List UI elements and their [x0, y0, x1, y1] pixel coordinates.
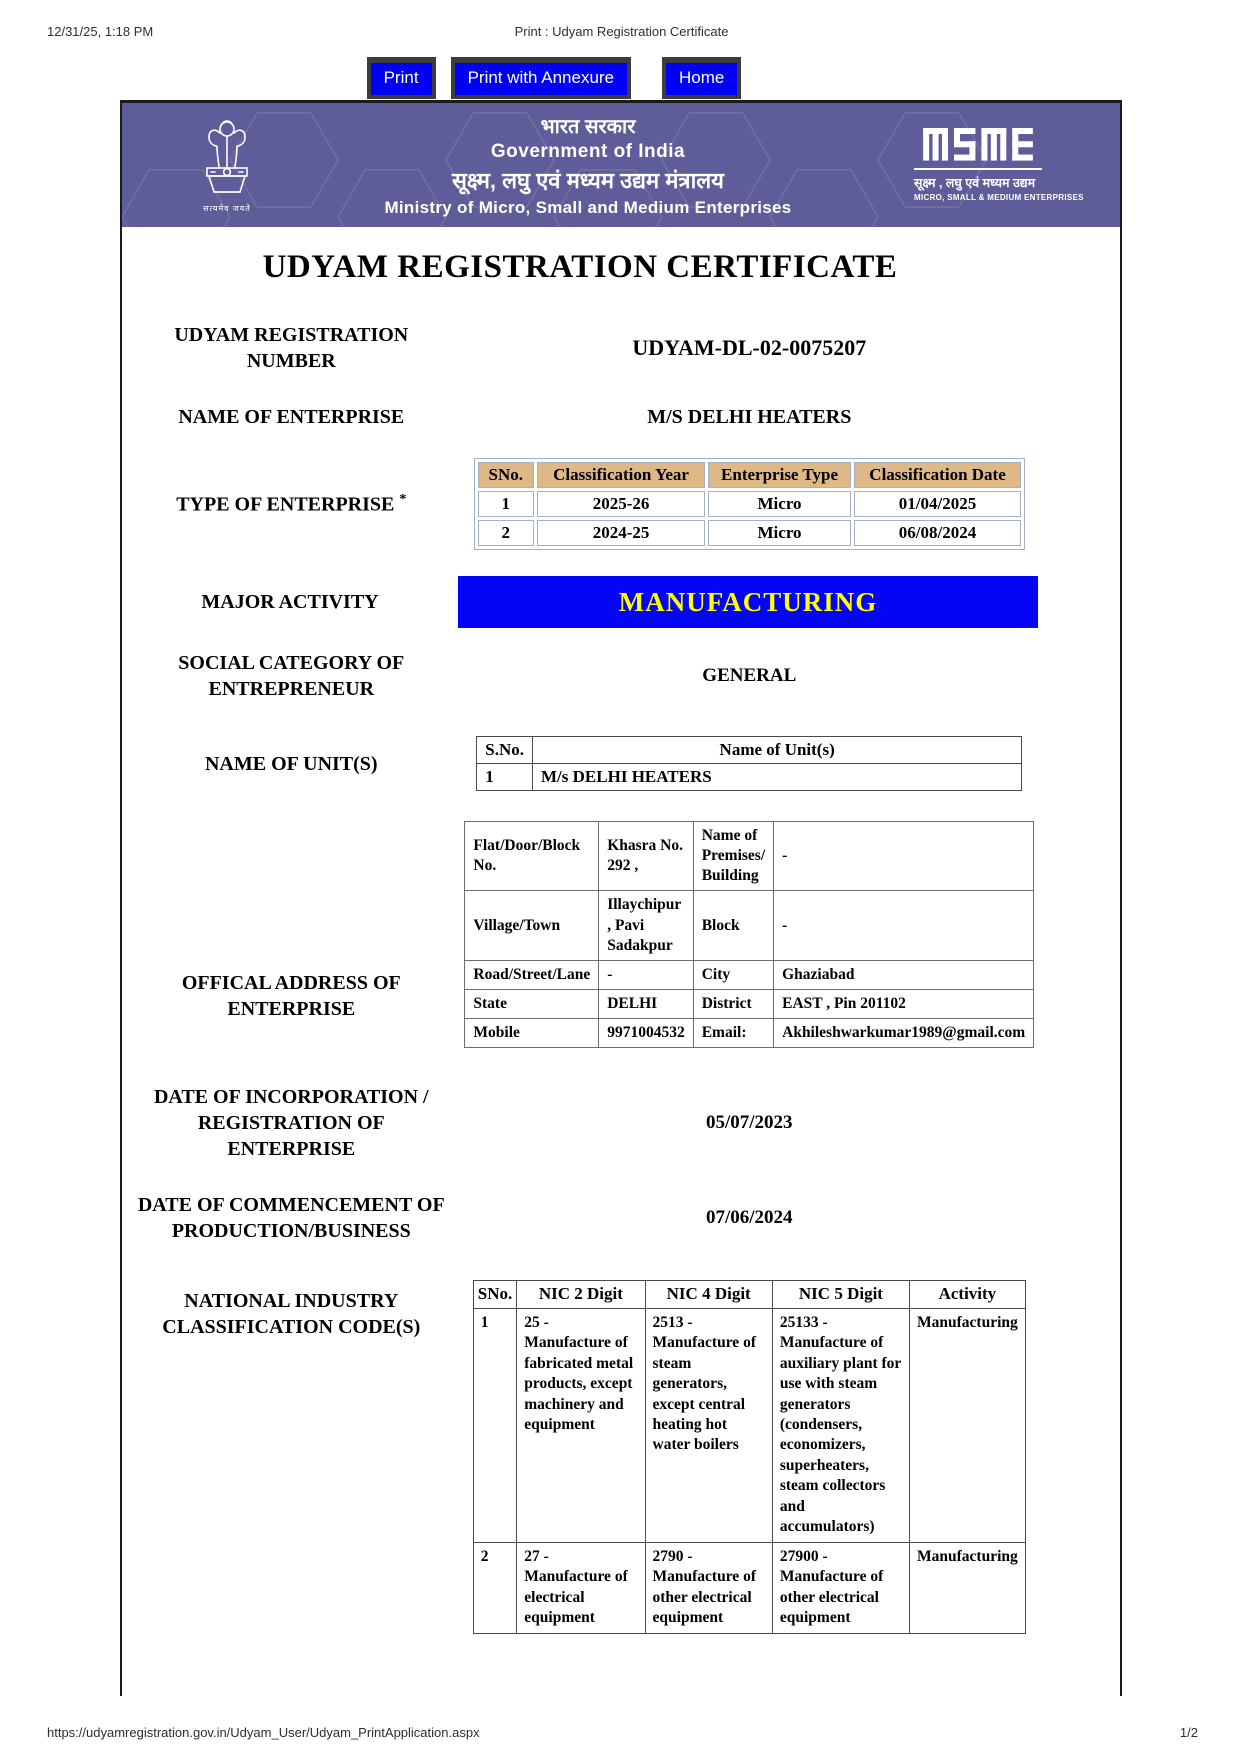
- classification-table: [474, 458, 1025, 550]
- urn-label: UDYAM REGISTRATION NUMBER: [174, 324, 409, 372]
- nic-header-sno: SNo.: [473, 1281, 516, 1308]
- msme-logo-icon: [914, 128, 1042, 170]
- nic-cell: 27 - Manufacture of electrical equipment: [517, 1542, 645, 1633]
- print-header: [0, 0, 1240, 39]
- address-table-row: [465, 891, 1034, 960]
- toolbar: [0, 57, 1240, 99]
- certificate-title: UDYAM REGISTRATION CERTIFICATE: [262, 249, 898, 285]
- address-cell: -: [774, 822, 1034, 891]
- footer-page-number: 1/2: [1179, 1725, 1198, 1740]
- nic-row: [122, 1280, 1038, 1633]
- social-category-row: [122, 650, 1038, 702]
- nic-header-5digit: NIC 5 Digit: [772, 1281, 909, 1308]
- nic-cell: Manufacturing: [910, 1308, 1026, 1542]
- classification-header-year: Classification Year: [537, 462, 705, 488]
- incorporation-date-value: 05/07/2023: [706, 1112, 793, 1134]
- classification-cell: Micro: [708, 491, 851, 517]
- address-cell: Khasra No. 292 ,: [599, 822, 694, 891]
- nic-cell: Manufacturing: [910, 1542, 1026, 1633]
- address-label: OFFICAL ADDRESS OF ENTERPRISE: [181, 972, 401, 1021]
- units-table: [476, 736, 1022, 791]
- major-activity-banner: [458, 576, 1038, 628]
- classification-cell: 2025-26: [537, 491, 705, 517]
- address-row: [122, 821, 1038, 1048]
- nic-cell: 2513 - Manufacture of steam generators, except central heating hot water boilers: [645, 1308, 772, 1542]
- address-cell: City: [693, 960, 773, 989]
- address-cell: Ghaziabad: [774, 960, 1034, 989]
- ashoka-emblem-icon: [195, 116, 259, 202]
- address-cell: DELHI: [599, 989, 694, 1018]
- units-header-row: [477, 737, 1022, 764]
- address-cell: -: [599, 960, 694, 989]
- major-activity-value: MANUFACTURING: [618, 586, 878, 617]
- classification-cell: 2024-25: [537, 520, 705, 546]
- type-asterisk: *: [399, 491, 407, 507]
- address-cell: Mobile: [465, 1019, 599, 1048]
- home-button[interactable]: Home: [662, 57, 741, 99]
- units-cell-name: M/s DELHI HEATERS: [533, 764, 1022, 791]
- type-of-enterprise-label: TYPE OF ENTERPRISE *: [176, 491, 407, 516]
- address-cell: Road/Street/Lane: [465, 960, 599, 989]
- address-cell: Flat/Door/Block No.: [465, 822, 599, 891]
- banner-hindi-government: भारत सरकार: [540, 116, 636, 138]
- address-cell: Block: [693, 891, 773, 960]
- major-activity-row: [122, 576, 1038, 628]
- major-activity-label: MAJOR ACTIVITY: [201, 591, 379, 613]
- classification-cell: Micro: [708, 520, 851, 546]
- urn-value: UDYAM-DL-02-0075207: [632, 335, 867, 360]
- msme-logo: [874, 128, 1094, 202]
- classification-header-type: Enterprise Type: [708, 462, 851, 488]
- nic-header-row: [473, 1281, 1025, 1308]
- social-category-label: SOCIAL CATEGORY OF ENTREPRENEUR: [178, 652, 405, 700]
- address-cell: EAST , Pin 201102: [774, 989, 1034, 1018]
- enterprise-name-label: NAME OF ENTERPRISE: [178, 406, 405, 428]
- nic-header-activity: Activity: [910, 1281, 1026, 1308]
- classification-cell: 1: [478, 491, 534, 517]
- incorporation-date-row: [122, 1084, 1038, 1162]
- emblem-caption: सत्यमेव जयते: [203, 204, 251, 213]
- classification-row: [478, 520, 1021, 546]
- print-datetime: 12/31/25, 1:18 PM: [47, 24, 154, 39]
- print-footer: [47, 1725, 1198, 1740]
- footer-url: https://udyamregistration.gov.in/Udyam_User/Udyam_PrintApplication.aspx: [47, 1725, 480, 1740]
- classification-header-sno: SNo.: [478, 462, 534, 488]
- units-row: [122, 736, 1038, 791]
- nic-cell: 27900 - Manufacture of other electrical equipment: [772, 1542, 909, 1633]
- address-table: [464, 821, 1034, 1048]
- msme-english-caption: MICRO, SMALL & MEDIUM ENTERPRISES: [914, 193, 1084, 202]
- msme-hindi-caption: सूक्ष्म , लघु एवं मध्यम उद्यम: [914, 176, 1036, 190]
- classification-row: [478, 491, 1021, 517]
- urn-row: [122, 322, 1038, 374]
- commencement-date-value: 07/06/2024: [706, 1207, 793, 1229]
- units-header-name: Name of Unit(s): [533, 737, 1022, 764]
- nic-header-4digit: NIC 4 Digit: [645, 1281, 772, 1308]
- classification-header-date: Classification Date: [854, 462, 1021, 488]
- units-cell-sno: 1: [477, 764, 533, 791]
- address-cell: 9971004532: [599, 1019, 694, 1048]
- nic-table: [473, 1280, 1026, 1633]
- nic-cell: 1: [473, 1308, 516, 1542]
- enterprise-name-value: M/S DELHI HEATERS: [647, 405, 852, 428]
- banner-ministry: Ministry of Micro, Small and Medium Enterprises: [384, 198, 792, 217]
- address-cell: Name of Premises/ Building: [693, 822, 773, 891]
- incorporation-date-label: DATE OF INCORPORATION / REGISTRATION OF ENTERPRISE: [153, 1086, 429, 1161]
- units-header-sno: S.No.: [477, 737, 533, 764]
- print-title: Print : Udyam Registration Certificate: [514, 24, 729, 39]
- nic-data-row: [473, 1542, 1025, 1633]
- classification-cell: 2: [478, 520, 534, 546]
- banner-government-of-india: Government of India: [490, 141, 686, 162]
- print-with-annexure-button[interactable]: Print with Annexure: [451, 57, 631, 99]
- nic-cell: 25133 - Manufacture of auxiliary plant for use with steam generators (condensers, economizers, superheaters, steam collectors and accumulators): [772, 1308, 909, 1542]
- classification-cell: 01/04/2025: [854, 491, 1021, 517]
- address-cell: Akhileshwarkumar1989@gmail.com: [774, 1019, 1034, 1048]
- ministry-banner: [122, 103, 1120, 227]
- units-label: NAME OF UNIT(S): [204, 752, 378, 775]
- banner-text-block: [302, 112, 874, 218]
- address-table-row: [465, 960, 1034, 989]
- enterprise-name-row: [122, 404, 1038, 430]
- banner-hindi-ministry: सूक्ष्म, लघु एवं मध्यम उद्यम मंत्रालय: [452, 168, 724, 193]
- nic-data-row: [473, 1308, 1025, 1542]
- classification-cell: 06/08/2024: [854, 520, 1021, 546]
- nic-cell: 2790 - Manufacture of other electrical equipment: [645, 1542, 772, 1633]
- address-table-row: [465, 989, 1034, 1018]
- commencement-date-label: DATE OF COMMENCEMENT OF PRODUCTION/BUSINESS: [137, 1194, 445, 1243]
- certificate-document: [120, 100, 1122, 1696]
- address-cell: District: [693, 989, 773, 1018]
- address-cell: Village/Town: [465, 891, 599, 960]
- social-category-value: GENERAL: [702, 665, 797, 686]
- address-table-row: [465, 822, 1034, 891]
- print-button[interactable]: Print: [367, 57, 436, 99]
- address-cell: Illaychipur , Pavi Sadakpur: [599, 891, 694, 960]
- type-of-enterprise-row: [122, 458, 1038, 550]
- nic-header-2digit: NIC 2 Digit: [517, 1281, 645, 1308]
- address-cell: Email:: [693, 1019, 773, 1048]
- address-table-row: [465, 1019, 1034, 1048]
- address-cell: State: [465, 989, 599, 1018]
- address-cell: -: [774, 891, 1034, 960]
- nic-cell: 25 - Manufacture of fabricated metal products, except machinery and equipment: [517, 1308, 645, 1542]
- units-data-row: [477, 764, 1022, 791]
- nic-cell: 2: [473, 1542, 516, 1633]
- classification-header-row: [478, 462, 1021, 488]
- ashoka-emblem: [152, 116, 302, 214]
- nic-label: NATIONAL INDUSTRY CLASSIFICATION CODE(S): [162, 1290, 421, 1339]
- certificate-content: [122, 249, 1120, 1634]
- commencement-date-row: [122, 1192, 1038, 1244]
